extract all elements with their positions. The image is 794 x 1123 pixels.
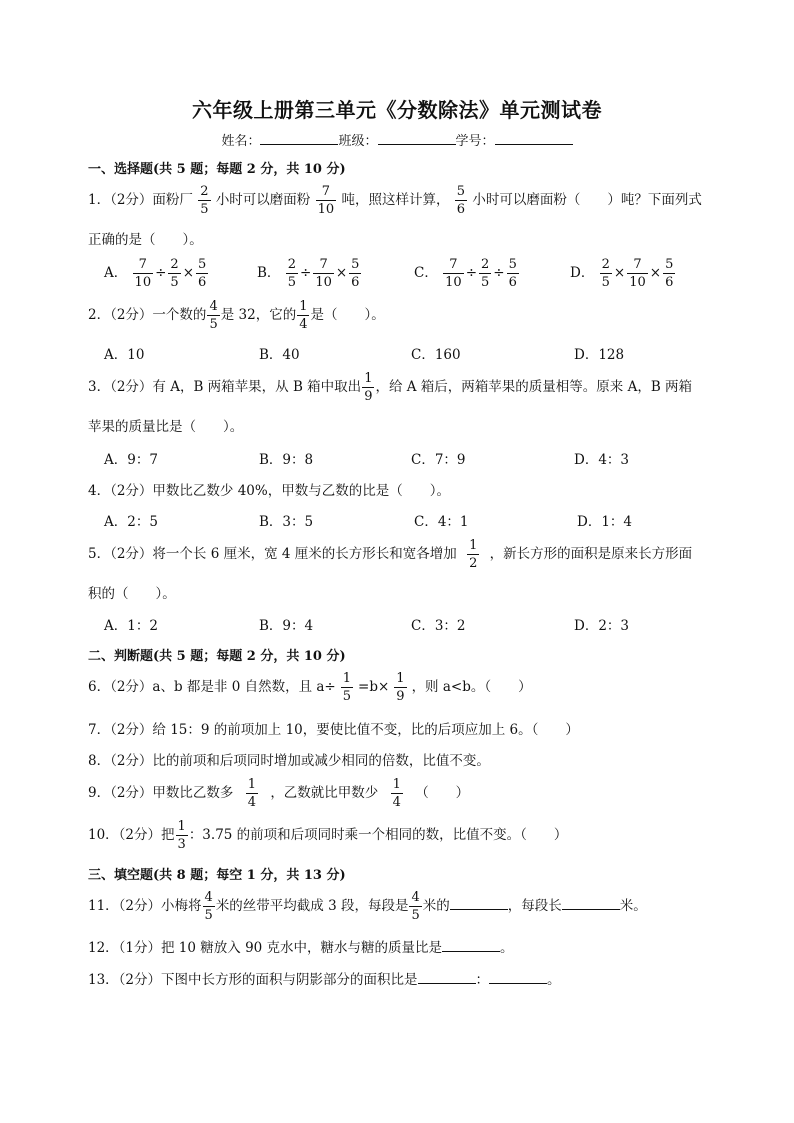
fraction: $\frac{7}{10}$ <box>317 184 335 217</box>
question-5: 5．（2分）将一个长 6 厘米，宽 4 厘米的长方形长和宽各增加 $\frac{1}{2}$ ，新长方形的面积是原来长方形面 <box>88 538 693 571</box>
question-10: 10．（2分）把 $\frac{1}{3}$ ：3.75 的前项和后项同时乘一个相同的数，比值不变。（ ） <box>88 819 568 852</box>
question-13: 13．（2分）下图中长方形的面积与阴影部分的面积比是 ： 。 <box>88 972 561 988</box>
option-d[interactable]: D．1：4 <box>577 514 633 530</box>
question-8: 8．（2分）比的前项和后项同时增加或减少相同的倍数，比值不变。 <box>88 753 490 769</box>
section-fill-header: 三、填空题(共 8 题；每空 1 分，共 13 分) <box>88 868 346 883</box>
fraction: $\frac{4}{5}$ <box>209 299 218 332</box>
option-d[interactable]: D． $\frac{2}{5}$ × $\frac{7}{10}$ × $\frac{5}{6}$ <box>570 257 674 290</box>
answer-blank[interactable] <box>489 971 547 984</box>
section-judge-header: 二、判断题(共 5 题；每题 2 分，共 10 分) <box>88 649 346 664</box>
fraction: $\frac{1}{9}$ <box>396 671 405 704</box>
question-1 <box>88 183 702 218</box>
question-6: 6．（2分）a、b 都是非 0 自然数，且 a÷ $\frac{1}{5}$ =b× $\frac{1}{9}$ ，则 a<b。（ ） <box>88 671 532 704</box>
option-a[interactable]: A． $\frac{7}{10}$ ÷ $\frac{2}{5}$ × $\frac{5}{6}$ <box>104 257 207 290</box>
class-blank[interactable] <box>378 132 456 145</box>
fraction: $\frac{1}{9}$ <box>364 371 373 404</box>
q1-text: 小时可以磨面粉 <box>215 192 311 208</box>
page-title: 六年级上册第三单元《分数除法》单元测试卷 <box>192 98 602 122</box>
number-label: 学号： <box>455 134 495 149</box>
option-a[interactable]: A．2：5 <box>104 514 158 530</box>
q1-text: 小时可以磨面粉（ ）吨？下面列式 <box>472 192 702 208</box>
option-b[interactable]: B． $\frac{2}{5}$ ÷ $\frac{7}{10}$ × $\frac{5}{6}$ <box>257 257 360 290</box>
fraction: $\frac{1}{2}$ <box>469 538 478 571</box>
section-choice-header: 一、选择题(共 5 题；每题 2 分，共 10 分) <box>88 162 346 177</box>
option-a[interactable]: A．1：2 <box>104 618 158 634</box>
answer-blank[interactable] <box>418 971 476 984</box>
option-b[interactable]: B．9：8 <box>259 452 314 468</box>
fraction: $\frac{5}{6}$ <box>456 184 466 217</box>
option-d[interactable]: D．2：3 <box>574 618 630 634</box>
option-c[interactable]: C．4：1 <box>414 514 469 530</box>
fraction: $\frac{1}{3}$ <box>177 819 186 852</box>
fraction: $\frac{4}{5}$ <box>411 890 420 923</box>
option-a[interactable]: A．10 <box>104 347 145 363</box>
option-c[interactable]: C．160 <box>411 347 461 363</box>
question-4: 4．（2分）甲数比乙数少 40%，甲数与乙数的比是（ ）。 <box>88 483 450 499</box>
option-b[interactable]: B．40 <box>259 347 300 363</box>
option-c[interactable]: C．3：2 <box>411 618 466 634</box>
option-c[interactable]: C．7：9 <box>411 452 466 468</box>
option-d[interactable]: D．128 <box>574 347 625 363</box>
student-info <box>0 130 794 149</box>
fraction: $\frac{1}{4}$ <box>392 777 401 810</box>
option-d[interactable]: D．4：3 <box>574 452 630 468</box>
class-label: 班级： <box>338 134 378 149</box>
question-9: 9．（2分）甲数比乙数多 $\frac{1}{4}$ ，乙数就比甲数少 $\frac{1}{4}$ （ ） <box>88 777 470 810</box>
fraction: $\frac{2}{5}$ <box>200 184 209 217</box>
question-2: 2．（2分）一个数的 $\frac{4}{5}$ 是 32，它的 $\frac{1}{4}$ 是（ ）。 <box>88 299 385 332</box>
fraction: $\frac{4}{5}$ <box>204 890 213 923</box>
fraction: $\frac{1}{5}$ <box>342 671 352 704</box>
question-11: 11．（2分）小梅将 $\frac{4}{5}$ 米的丝带平均截成 3 段，每段是 $\frac{4}{5}$ 米的 ，每段长 米。 <box>88 890 647 923</box>
question-12: 12．（1分）把 10 糖放入 90 克水中，糖水与糖的质量比是 。 <box>88 940 514 956</box>
option-b[interactable]: B．3：5 <box>259 514 314 530</box>
name-label: 姓名： <box>221 134 261 149</box>
q1-text: 吨，照这样计算， <box>341 192 450 208</box>
q3-continued: 苹果的质量比是（ ）。 <box>88 419 244 435</box>
answer-blank[interactable] <box>450 897 508 910</box>
option-a[interactable]: A．9：7 <box>104 452 158 468</box>
name-blank[interactable] <box>260 132 338 145</box>
option-c[interactable]: C． $\frac{7}{10}$ ÷ $\frac{2}{5}$ ÷ $\frac{5}{6}$ <box>414 257 517 290</box>
question-3: 3．（2分）有 A，B 两箱苹果，从 B 箱中取出 $\frac{1}{9}$ ，给 A 箱后，两箱苹果的质量相等。原来 A，B 两箱 <box>88 371 693 404</box>
answer-blank[interactable] <box>562 897 620 910</box>
fraction: $\frac{1}{4}$ <box>247 777 257 810</box>
option-b[interactable]: B．9：4 <box>259 618 314 634</box>
q1-stem: 1．（2分）面粉厂 <box>88 192 193 208</box>
fraction: $\frac{1}{4}$ <box>299 299 308 332</box>
q5-continued: 积的（ ）。 <box>88 586 176 602</box>
number-blank[interactable] <box>495 132 573 145</box>
question-7: 7．（2分）给 15：9 的前项加上 10，要使比值不变，比的后项应加上 6。（ ） <box>88 722 579 738</box>
answer-blank[interactable] <box>442 939 500 952</box>
q1-continued: 正确的是（ ）。 <box>88 232 203 248</box>
